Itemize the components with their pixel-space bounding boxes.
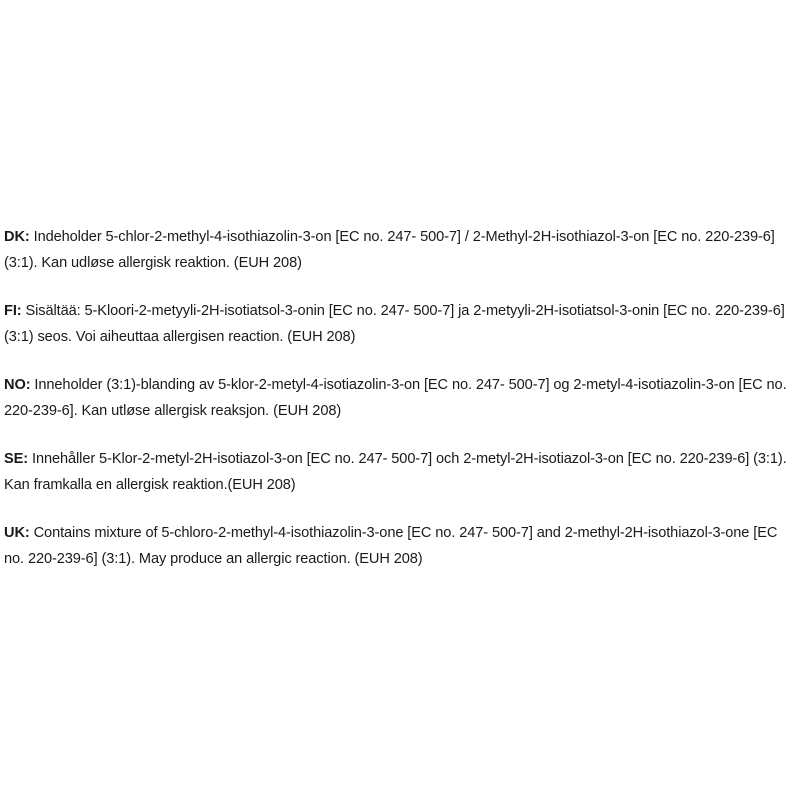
statement-text: Sisältää: 5-Kloori-2-metyyli-2H-isotiatsol-3-onin [EC no. 247- 500-7] ja 2-metyyli-2H-isotiatsol-3-onin [EC no. 220-239-6] (3:1) seos. Voi aiheuttaa allergisen reaction. (EUH 208) (4, 303, 785, 345)
language-code: SE: (4, 451, 29, 467)
statement-text: Innehåller 5-Klor-2-metyl-2H-isotiazol-3-on [EC no. 247- 500-7] och 2-metyl-2H-isotiazol-3-on [EC no. 220-239-6] (3:1). Kan framkalla en allergisk reaktion.(EUH 208) (4, 451, 787, 493)
statement-dk (4, 224, 798, 276)
statement-text: Inneholder (3:1)-blanding av 5-klor-2-metyl-4-isotiazolin-3-on [EC no. 247- 500-7] og 2-metyl-4-isotiazolin-3-on [EC no. 220-239-6]. Kan utløse allergisk reaksjon. (EUH 208) (4, 377, 787, 419)
statement-se (4, 446, 798, 498)
statement-fi (4, 298, 798, 350)
language-code: UK: (4, 525, 30, 541)
statement-text: Contains mixture of 5-chloro-2-methyl-4-isothiazolin-3-one [EC no. 247- 500-7] and 2-methyl-2H-isothiazol-3-one [EC no. 220-239-6] (3:1). May produce an allergic reaction. (EUH 208) (4, 525, 778, 567)
allergen-statements (4, 224, 798, 594)
language-code: DK: (4, 229, 30, 245)
language-code: NO: (4, 377, 31, 393)
statement-text: Indeholder 5-chlor-2-methyl-4-isothiazolin-3-on [EC no. 247- 500-7] / 2-Methyl-2H-isothiazol-3-on [EC no. 220-239-6] (3:1). Kan udløse allergisk reaktion. (EUH 208) (4, 229, 775, 271)
statement-uk (4, 520, 798, 572)
language-code: FI: (4, 303, 22, 319)
statement-no (4, 372, 798, 424)
